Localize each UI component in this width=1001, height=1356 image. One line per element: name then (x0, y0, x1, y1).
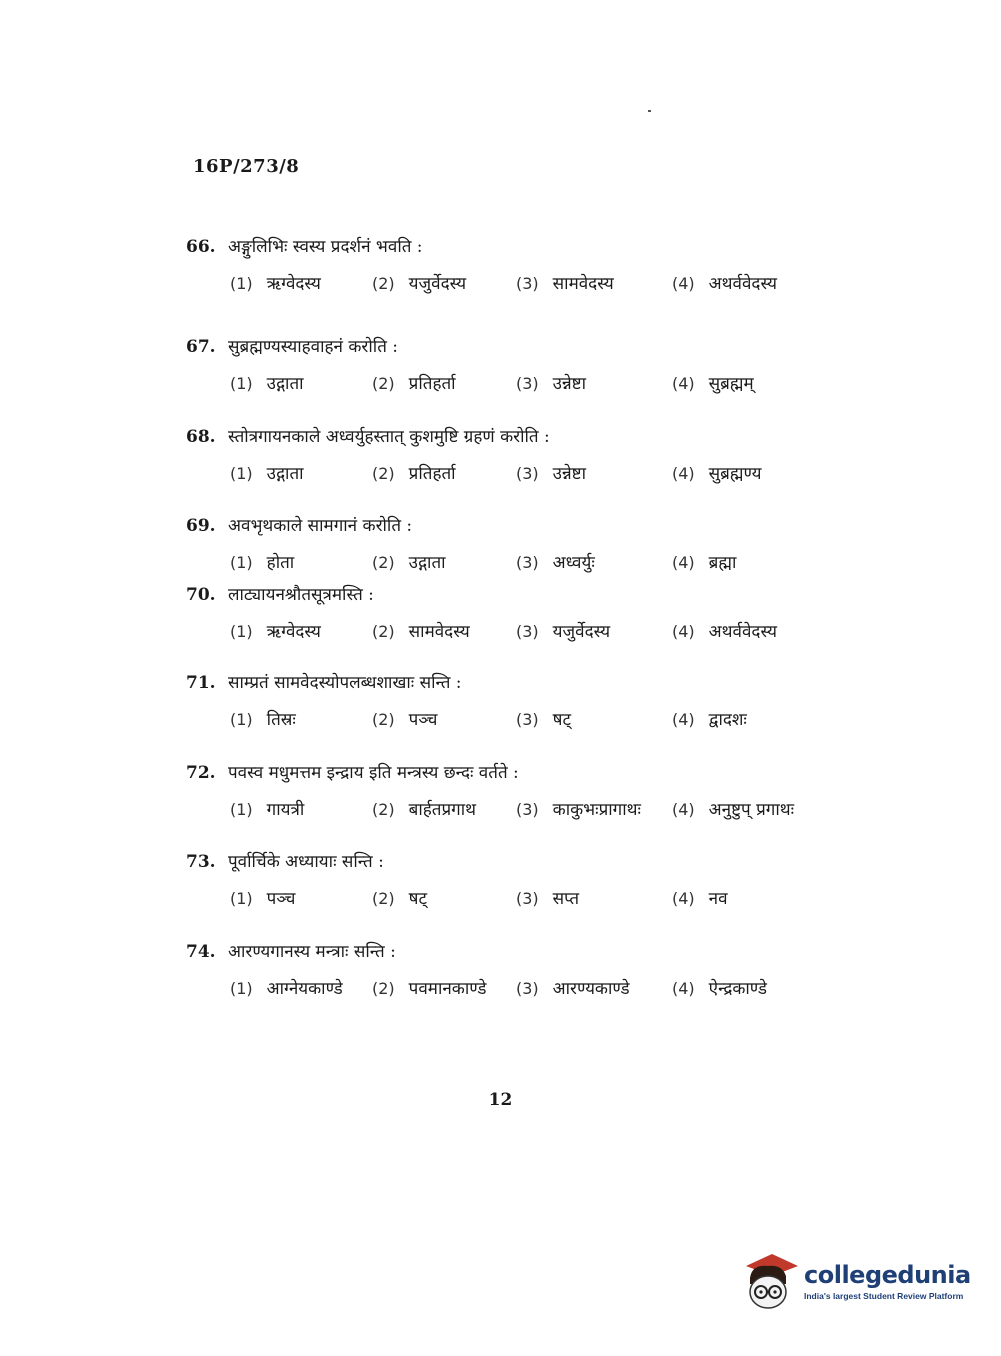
option-1: (1) गायत्री (230, 800, 305, 820)
options (186, 371, 876, 401)
option-2: (2) पञ्च (372, 710, 438, 730)
question-number: 71. (186, 673, 216, 693)
mascot-icon (742, 1250, 800, 1312)
question-number: 68. (186, 427, 216, 447)
question-text: आरण्यगानस्य मन्त्राः सन्ति : (228, 942, 396, 962)
question-text: लाट्यायनश्रौतसूत्रमस्ति : (228, 585, 374, 605)
question-number: 72. (186, 763, 216, 783)
option-4: (4) सुब्रह्मम् (672, 374, 754, 394)
question-67 (186, 334, 876, 401)
paper-code: 16P/273/8 (193, 156, 300, 177)
collegedunia-logo (742, 1248, 972, 1314)
option-1: (1) होता (230, 553, 295, 573)
option-1: (1) आग्नेयकाण्डे (230, 979, 343, 999)
option-4: (4) सुब्रह्मण्य (672, 464, 762, 484)
question-text: स्तोत्रगायनकाले अध्वर्युहस्तात् कुशमुष्टि ग्रहणं करोति : (228, 427, 550, 447)
question-text: साम्प्रतं सामवेदस्योपलब्धशाखाः सन्ति : (228, 673, 462, 693)
question-71 (186, 670, 876, 737)
option-3: (3) सामवेदस्य (516, 274, 614, 294)
options (186, 797, 876, 827)
question-68 (186, 424, 876, 491)
option-2: (2) बार्हतप्रगाथ (372, 800, 477, 820)
options (186, 619, 876, 649)
question-66 (186, 234, 876, 301)
question-number: 70. (186, 585, 216, 605)
question-text: सुब्रह्मण्यस्याहवाहनं करोति : (228, 337, 399, 357)
options (186, 976, 876, 1006)
option-3: (3) उन्नेष्टा (516, 464, 587, 484)
option-2: (2) सामवेदस्य (372, 622, 470, 642)
option-4: (4) नव (672, 889, 728, 909)
option-3: (3) यजुर्वेदस्य (516, 622, 611, 642)
options (186, 550, 876, 580)
scan-speck (648, 110, 651, 112)
option-1: (1) ऋग्वेदस्य (230, 622, 321, 642)
option-1: (1) उद्गाता (230, 374, 304, 394)
option-2: (2) पवमानकाण्डे (372, 979, 487, 999)
option-4: (4) अथर्ववेदस्य (672, 274, 777, 294)
question-number: 73. (186, 852, 216, 872)
option-2: (2) प्रतिहर्ता (372, 374, 456, 394)
option-2: (2) यजुर्वेदस्य (372, 274, 467, 294)
question-text: पूर्वार्चिके अध्यायाः सन्ति : (228, 852, 384, 872)
question-72 (186, 760, 876, 827)
question-73 (186, 849, 876, 916)
options (186, 707, 876, 737)
option-2: (2) षट् (372, 889, 428, 909)
logo-tagline: India's largest Student Review Platform (804, 1291, 964, 1301)
option-3: (3) उन्नेष्टा (516, 374, 587, 394)
question-text: अङ्गुलिभिः स्वस्य प्रदर्शनं भवति : (228, 237, 423, 257)
option-1: (1) ऋग्वेदस्य (230, 274, 321, 294)
option-2: (2) उद्गाता (372, 553, 446, 573)
option-3: (3) आरण्यकाण्डे (516, 979, 630, 999)
option-4: (4) अनुष्टुप् प्रगाथः (672, 800, 795, 820)
question-number: 67. (186, 337, 216, 357)
page-number: 12 (488, 1090, 513, 1110)
option-3: (3) काकुभःप्रागाथः (516, 800, 641, 820)
option-1: (1) तिस्रः (230, 710, 296, 730)
option-1: (1) पञ्च (230, 889, 296, 909)
logo-wordmark: collegedunia (804, 1261, 971, 1289)
option-3: (3) षट् (516, 710, 572, 730)
question-74 (186, 939, 876, 1006)
question-70 (186, 582, 876, 649)
options (186, 271, 876, 301)
question-text: पवस्व मधुमत्तम इन्द्राय इति मन्त्रस्य छन्दः वर्तते : (228, 763, 519, 783)
options (186, 886, 876, 916)
option-4: (4) ब्रह्मा (672, 553, 737, 573)
question-text: अवभृथकाले सामगानं करोति : (228, 516, 413, 536)
question-number: 66. (186, 237, 216, 257)
options (186, 461, 876, 491)
option-3: (3) अध्वर्युः (516, 553, 595, 573)
option-2: (2) प्रतिहर्ता (372, 464, 456, 484)
question-69 (186, 513, 876, 580)
option-4: (4) ऐन्द्रकाण्डे (672, 979, 767, 999)
question-number: 69. (186, 516, 216, 536)
question-number: 74. (186, 942, 216, 962)
option-3: (3) सप्त (516, 889, 580, 909)
option-4: (4) अथर्ववेदस्य (672, 622, 777, 642)
option-1: (1) उद्गाता (230, 464, 304, 484)
option-4: (4) द्वादशः (672, 710, 747, 730)
